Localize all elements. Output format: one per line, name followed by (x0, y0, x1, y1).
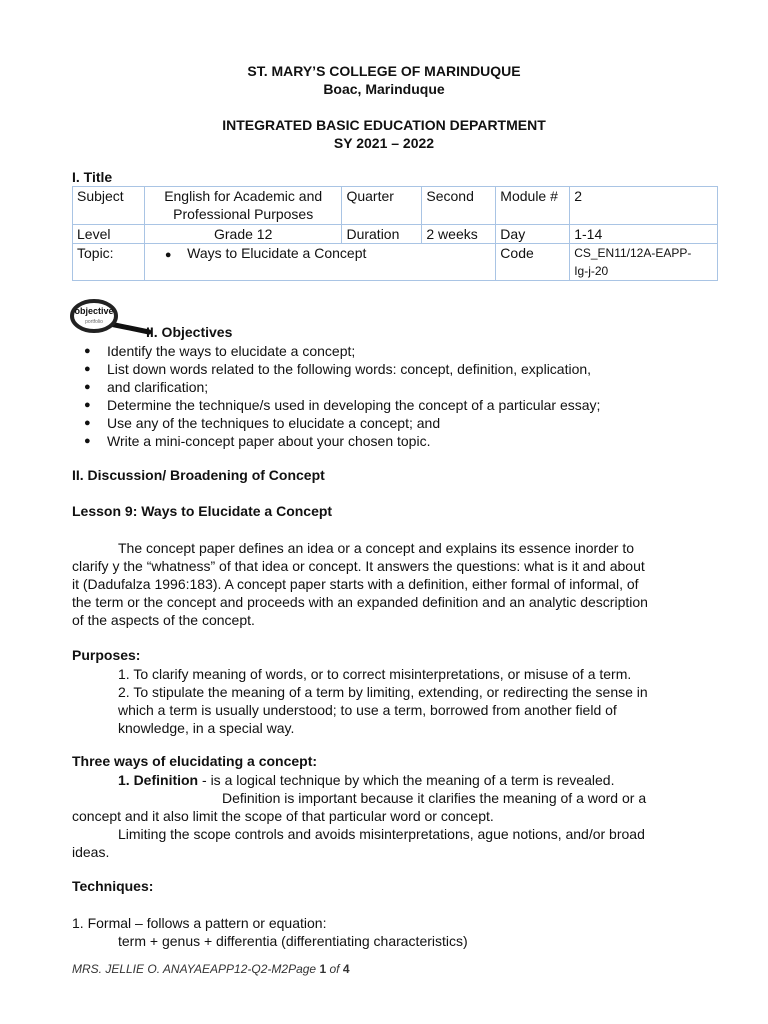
list-item: ● List down words related to the following words: concept, definition, explication, (84, 360, 600, 378)
list-item: ● Determine the technique/s used in developing the concept of a particular essay; (84, 396, 600, 414)
subject-value: English for Academic and Professional Purposes (144, 187, 342, 225)
quarter-value: Second (422, 187, 496, 225)
purpose-line: knowledge, in a special way. (118, 720, 295, 736)
purpose-line: 1. To clarify meaning of words, or to correct misinterpretations, or misuse of a term. (118, 666, 632, 682)
subject-label: Subject (73, 187, 145, 225)
level-label: Level (73, 225, 145, 244)
module-info-table (72, 186, 718, 281)
definition-line: Limiting the scope controls and avoids misinterpretations, ague notions, and/or broad (118, 826, 645, 842)
formal-line: 1. Formal – follows a pattern or equation: (72, 915, 327, 931)
footer-author: MRS. JELLIE O. ANAYAEAPP12-Q2-M2Page (72, 962, 320, 976)
definition-line: concept and it also limit the scope of that particular word or concept. (72, 808, 494, 824)
duration-label: Duration (342, 225, 422, 244)
school-name: ST. MARY’S COLLEGE OF MARINDUQUE (247, 63, 521, 79)
duration-value: 2 weeks (422, 225, 496, 244)
definition-line (118, 771, 614, 789)
day-value: 1-14 (570, 225, 718, 244)
topic-label: Topic: (73, 244, 145, 281)
purposes-heading: Purposes: (72, 647, 141, 663)
intro-line: clarify y the “whatness” of that idea or concept. It answers the questions: what is it and about (72, 558, 645, 574)
purpose-line: 2. To stipulate the meaning of a term by limiting, extending, or redirecting the sense in (118, 684, 648, 700)
page-number: 1 (319, 962, 327, 976)
svg-text:objective: objective (74, 306, 114, 316)
intro-line: The concept paper defines an idea or a concept and explains its essence inorder to (118, 540, 634, 556)
page-footer (72, 962, 350, 976)
intro-line: of the aspects of the concept. (72, 612, 255, 628)
quarter-label: Quarter (342, 187, 422, 225)
code-value: CS_EN11/12A-EAPP- Ig-j-20 (570, 244, 718, 281)
module-label: Module # (496, 187, 570, 225)
section-title: I. Title (72, 169, 113, 185)
intro-line: it (Dadufalza 1996:183). A concept paper starts with a definition, either formal of informal, of (72, 576, 639, 592)
definition-line: Definition is important because it clarifies the meaning of a word or a (222, 790, 647, 806)
school-location: Boac, Marinduque (323, 81, 445, 97)
lesson-title: Lesson 9: Ways to Elucidate a Concept (72, 503, 333, 519)
objective-magnifier-icon (70, 298, 152, 338)
topic-value: ● Ways to Elucidate a Concept (144, 244, 495, 281)
formula-line: term + genus + differentia (differentiating characteristics) (118, 933, 468, 949)
list-item: ● and clarification; (84, 378, 600, 396)
list-item: ● Write a mini-concept paper about your chosen topic. (84, 432, 600, 450)
school-year: SY 2021 – 2022 (333, 135, 435, 151)
objectives-heading: II. Objectives (146, 324, 233, 340)
purpose-line: which a term is usually understood; to use a term, borrowed from another field of (118, 702, 617, 718)
list-item: ● Use any of the techniques to elucidate a concept; and (84, 414, 600, 432)
code-label: Code (496, 244, 570, 281)
intro-line: the term or the concept and proceeds with an expanded definition and an analytic description (72, 594, 648, 610)
objectives-list (84, 342, 600, 450)
list-item: ● Identify the ways to elucidate a concept; (84, 342, 600, 360)
ways-heading: Three ways of elucidating a concept: (72, 753, 318, 769)
definition-text: - is a logical technique by which the meaning of a term is revealed. (198, 772, 615, 788)
footer-of: of (326, 962, 343, 976)
bullet-icon: ● (164, 249, 172, 261)
discussion-heading: II. Discussion/ Broadening of Concept (72, 467, 325, 483)
module-value: 2 (570, 187, 718, 225)
techniques-heading: Techniques: (72, 878, 154, 894)
level-value: Grade 12 (144, 225, 342, 244)
page-total: 4 (342, 962, 350, 976)
definition-line: ideas. (72, 844, 110, 860)
day-label: Day (496, 225, 570, 244)
department-name: INTEGRATED BASIC EDUCATION DEPARTMENT (222, 117, 546, 133)
definition-label: 1. Definition (118, 772, 199, 788)
svg-text:portfolio: portfolio (85, 319, 103, 325)
